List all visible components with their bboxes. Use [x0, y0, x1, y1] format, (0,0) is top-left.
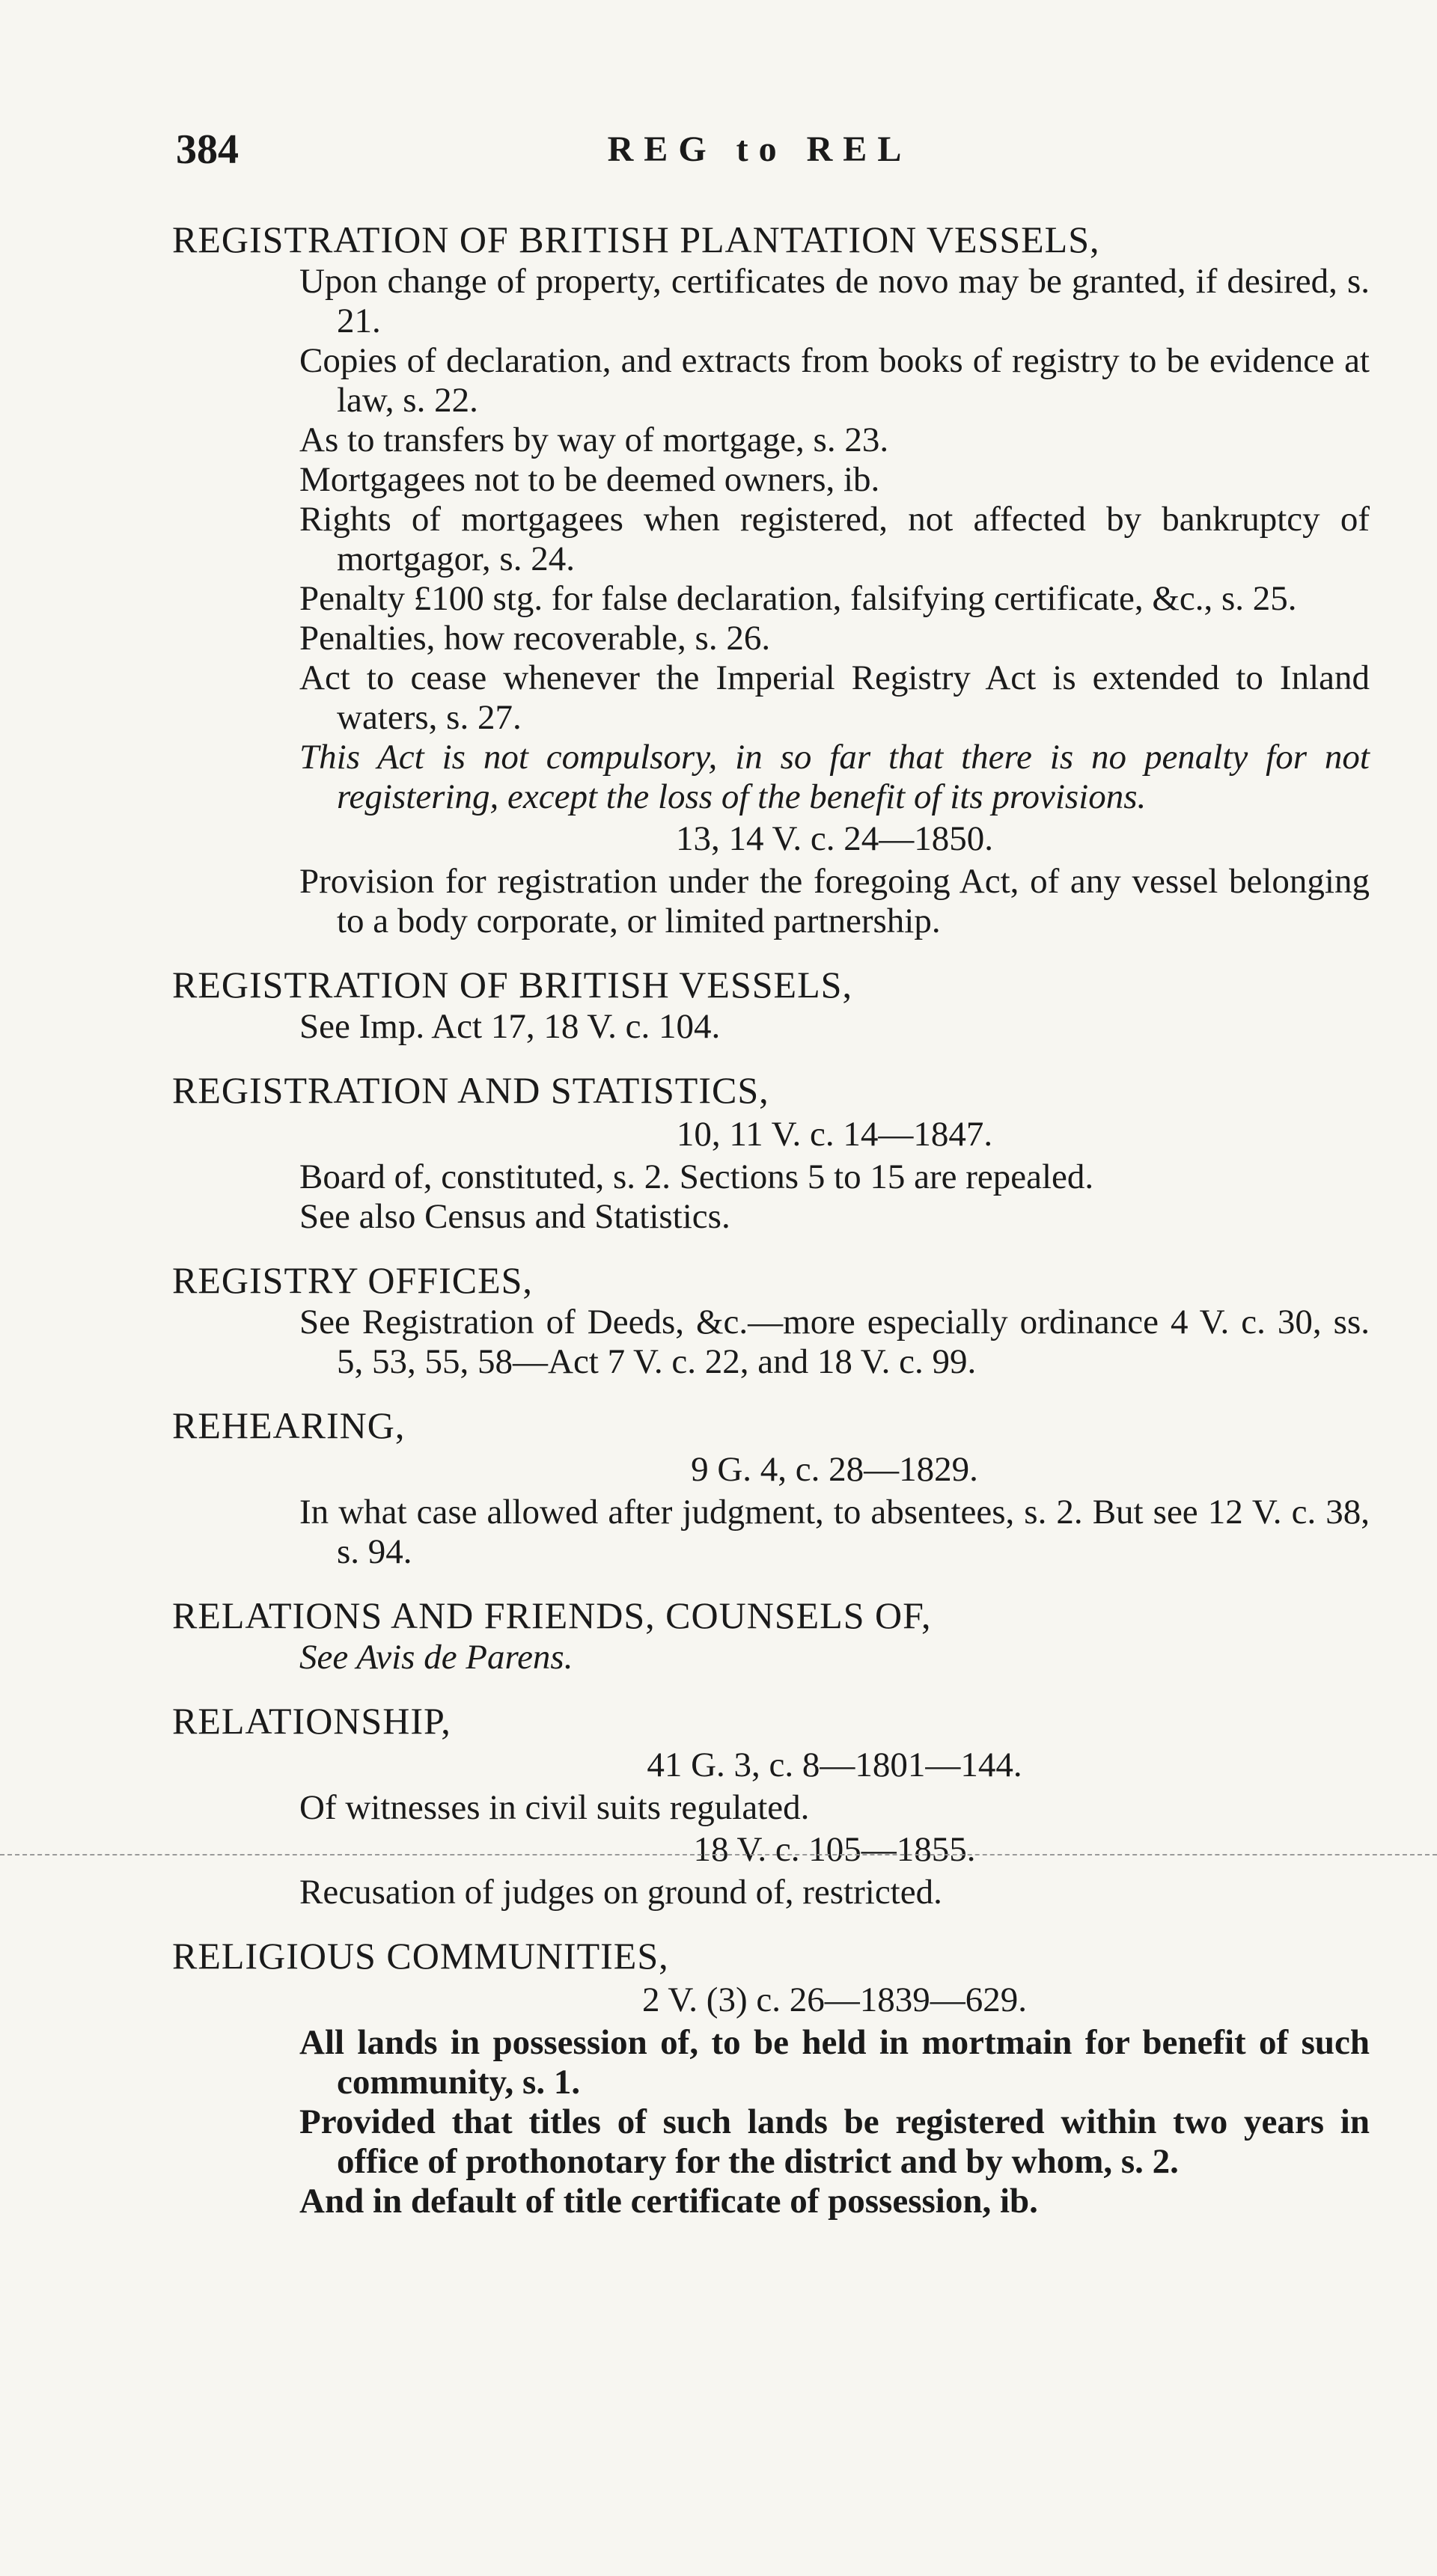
- index-entry: See Imp. Act 17, 18 V. c. 104.: [299, 1007, 721, 1046]
- index-entry: Copies of declaration, and extracts from books of registry to be evidence at law, s. 22.: [299, 341, 1370, 420]
- index-section: [172, 1258, 1370, 1382]
- index-entry: Act to cease whenever the Imperial Registry Act is extended to Inland waters, s. 27.: [299, 658, 1370, 737]
- section-heading: REGISTRATION OF BRITISH PLANTATION VESSELS,: [172, 218, 1100, 260]
- index-section: [172, 1698, 1370, 1912]
- section-heading: RELIGIOUS COMMUNITIES,: [172, 1935, 669, 1977]
- index-entry: As to transfers by way of mortgage, s. 23.: [299, 420, 889, 459]
- index-entry: All lands in possession of, to be held in mortmain for benefit of such community, s. 1.: [299, 2023, 1370, 2102]
- section-heading: REGISTRATION OF BRITISH VESSELS,: [172, 964, 852, 1006]
- section-heading: REGISTRATION AND STATISTICS,: [172, 1069, 769, 1111]
- act-citation: 9 G. 4, c. 28—1829.: [691, 1450, 978, 1489]
- index-entry: Provision for registration under the foregoing Act, of any vessel belonging to a body corporate, or limited partnership.: [299, 862, 1370, 940]
- section-heading: REHEARING,: [172, 1404, 406, 1446]
- index-entry: Penalties, how recoverable, s. 26.: [299, 619, 771, 658]
- index-content: [172, 217, 1370, 2221]
- index-entry: See Avis de Parens.: [299, 1638, 573, 1677]
- page-number: 384: [176, 126, 239, 173]
- section-heading: REGISTRY OFFICES,: [172, 1259, 533, 1301]
- index-entry: Penalty £100 stg. for false declaration, falsifying certificate, &c., s. 25.: [299, 579, 1297, 618]
- section-heading: RELATIONS AND FRIENDS, COUNSELS OF,: [172, 1594, 932, 1636]
- running-title: REG to REL: [607, 129, 912, 169]
- index-entry: In what case allowed after judgment, to absentees, s. 2. But see 12 V. c. 38, s. 94.: [299, 1493, 1370, 1571]
- section-heading: RELATIONSHIP,: [172, 1700, 451, 1742]
- index-entry: Provided that titles of such lands be registered within two years in office of prothonotary for the district and by whom, s. 2.: [299, 2102, 1370, 2181]
- act-citation: 41 G. 3, c. 8—1801—144.: [647, 1746, 1022, 1784]
- act-citation: 13, 14 V. c. 24—1850.: [676, 819, 993, 858]
- index-section: [172, 962, 1370, 1047]
- scan-artifact-rule: [0, 1854, 1437, 1855]
- index-entry: This Act is not compulsory, in so far that there is no penalty for not registering, except the loss of the benefit of its provisions.: [299, 738, 1370, 816]
- act-citation: 2 V. (3) c. 26—1839—629.: [642, 1980, 1027, 2019]
- index-entry: See Registration of Deeds, &c.—more especially ordinance 4 V. c. 30, ss. 5, 53, 55, 58—Act 7 V. c. 22, and 18 V. c. 99.: [299, 1303, 1370, 1381]
- index-entry: Rights of mortgagees when registered, not affected by bankruptcy of mortgagor, s. 24.: [299, 500, 1370, 578]
- index-entry: Upon change of property, certificates de novo may be granted, if desired, s. 21.: [299, 262, 1370, 340]
- index-section: [172, 217, 1370, 941]
- running-head: [176, 126, 1343, 186]
- index-section: [172, 1068, 1370, 1237]
- index-entry: And in default of title certificate of possession, ib.: [299, 2182, 1038, 2221]
- index-entry: Of witnesses in civil suits regulated.: [299, 1788, 810, 1827]
- index-section: [172, 1933, 1370, 2221]
- index-section: [172, 1403, 1370, 1572]
- index-entry: See also Census and Statistics.: [299, 1197, 730, 1236]
- index-entry: Mortgagees not to be deemed owners, ib.: [299, 460, 880, 499]
- act-citation: 18 V. c. 105—1855.: [693, 1830, 976, 1869]
- index-entry: Board of, constituted, s. 2. Sections 5 to 15 are repealed.: [299, 1157, 1094, 1196]
- act-citation: 10, 11 V. c. 14—1847.: [676, 1115, 993, 1154]
- index-section: [172, 1593, 1370, 1677]
- index-entry: Recusation of judges on ground of, restricted.: [299, 1873, 942, 1912]
